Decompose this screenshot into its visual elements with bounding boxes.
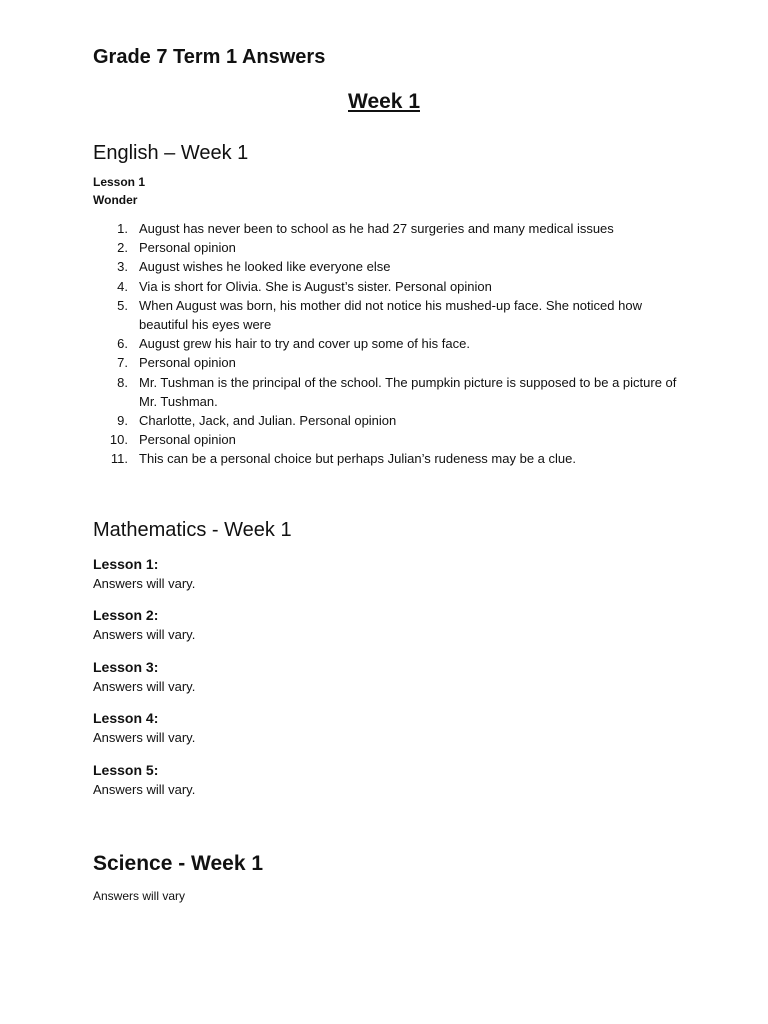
lesson-label: Lesson 5: bbox=[93, 762, 159, 778]
list-item-text: Personal opinion bbox=[139, 432, 236, 448]
list-item-text: August grew his hair to try and cover up some of his face. bbox=[139, 336, 470, 352]
list-item-number: 7. bbox=[117, 355, 128, 371]
list-item-number: 6. bbox=[117, 336, 128, 352]
list-item bbox=[93, 411, 683, 430]
list-item-text: This can be a personal choice but perhaps Julian’s rudeness may be a clue. bbox=[139, 451, 576, 467]
lesson-text: Answers will vary. bbox=[93, 782, 196, 797]
list-item-text: Charlotte, Jack, and Julian. Personal opinion bbox=[139, 413, 397, 429]
lesson-text: Answers will vary. bbox=[93, 679, 196, 694]
list-item bbox=[93, 334, 683, 353]
english-lesson-label: Lesson 1 bbox=[93, 175, 146, 189]
list-item bbox=[93, 277, 683, 296]
list-item-number: 11. bbox=[110, 451, 128, 467]
math-lesson-1 bbox=[93, 555, 195, 593]
english-topic: Wonder bbox=[93, 193, 138, 207]
lesson-text: Answers will vary. bbox=[93, 730, 196, 745]
document-title: Grade 7 Term 1 Answers bbox=[93, 46, 326, 68]
science-answer-text: Answers will vary bbox=[93, 889, 186, 903]
english-heading: English – Week 1 bbox=[93, 142, 249, 164]
list-item bbox=[93, 219, 683, 238]
list-item-number: 2. bbox=[117, 240, 128, 256]
list-item-text: Personal opinion bbox=[139, 355, 236, 371]
list-item-number: 10. bbox=[109, 432, 128, 448]
list-item-number: 3. bbox=[117, 259, 128, 275]
list-item bbox=[93, 430, 683, 449]
list-item-text: Personal opinion bbox=[139, 240, 236, 256]
list-item bbox=[93, 353, 683, 372]
lesson-label: Lesson 2: bbox=[93, 607, 159, 623]
lesson-label: Lesson 3: bbox=[93, 659, 159, 675]
list-item-number: 5. bbox=[117, 297, 128, 313]
list-item bbox=[93, 257, 683, 276]
lesson-label: Lesson 4: bbox=[93, 710, 159, 726]
list-item-number: 1. bbox=[117, 221, 128, 236]
list-item-number: 8. bbox=[117, 374, 128, 390]
math-lesson-4 bbox=[93, 709, 195, 747]
list-item-text: August has never been to school as he had 27 surgeries and many medical issues bbox=[139, 221, 614, 236]
math-lesson-3 bbox=[93, 658, 195, 696]
list-item-text: August wishes he looked like everyone else bbox=[139, 259, 391, 275]
list-item bbox=[93, 449, 683, 468]
math-lesson-2 bbox=[93, 606, 195, 644]
math-lesson-5 bbox=[93, 761, 195, 799]
week-title: Week 1 bbox=[348, 90, 420, 113]
english-answer-list bbox=[93, 219, 683, 469]
list-item-text: Via is short for Olivia. She is August’s sister. Personal opinion bbox=[139, 278, 492, 294]
list-item-number: 9. bbox=[117, 413, 128, 429]
lesson-label: Lesson 1: bbox=[93, 556, 159, 572]
list-item-text: Mr. Tushman is the principal of the school. The pumpkin picture is supposed to be a picture of Mr. Tushman. bbox=[139, 374, 677, 409]
list-item-text: When August was born, his mother did not notice his mushed-up face. She noticed how beautiful his eyes were bbox=[139, 297, 642, 333]
lesson-text: Answers will vary. bbox=[93, 627, 196, 642]
list-item bbox=[93, 238, 683, 257]
lesson-text: Answers will vary. bbox=[93, 576, 196, 591]
list-item-number: 4. bbox=[117, 278, 128, 294]
science-heading: Science - Week 1 bbox=[93, 852, 264, 875]
list-item bbox=[93, 296, 683, 334]
list-item bbox=[93, 373, 683, 411]
mathematics-heading: Mathematics - Week 1 bbox=[93, 519, 292, 541]
